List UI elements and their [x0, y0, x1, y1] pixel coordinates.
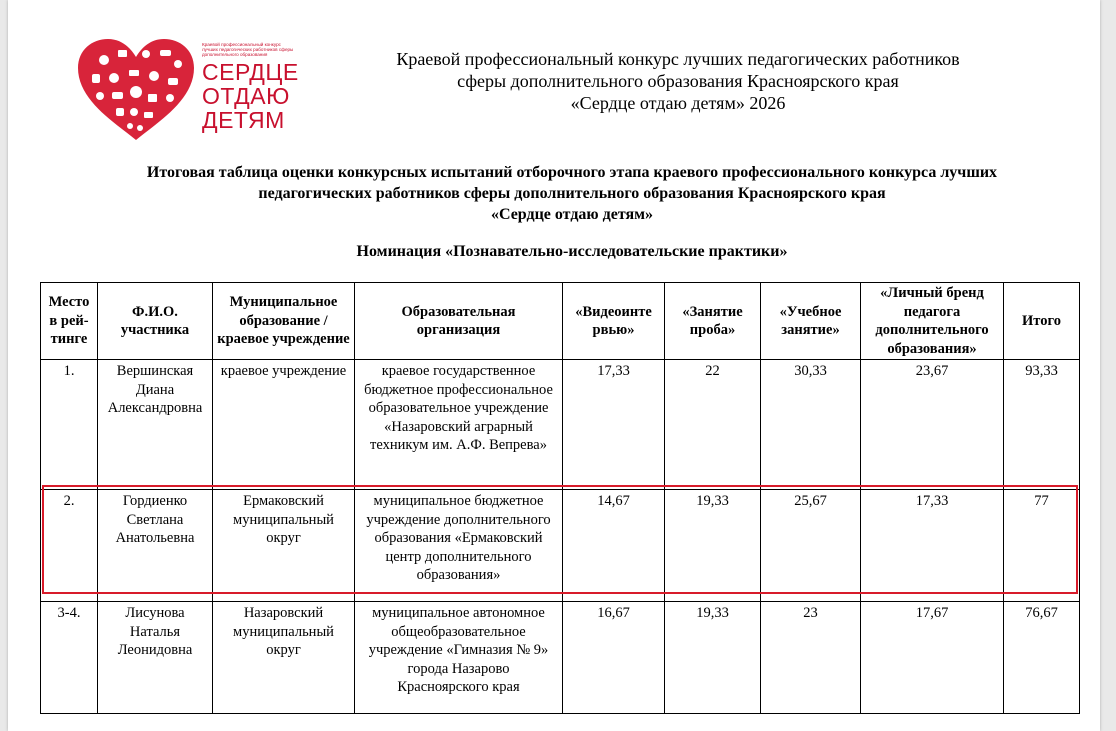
- header-line-2: сферы дополнительного образования Красноярского края: [457, 71, 899, 91]
- cell-trial: 19,33: [665, 602, 761, 714]
- cell-video: 14,67: [563, 490, 665, 602]
- cell-name: Лисунова Наталья Леонидовна: [98, 602, 213, 714]
- cell-place: 3-4.: [41, 602, 98, 714]
- header-trial: «Занятие проба»: [665, 283, 761, 360]
- header-line-3: «Сердце отдаю детям» 2026: [570, 93, 786, 113]
- table-row: [41, 360, 1080, 490]
- header-lesson: «Учебное занятие»: [761, 283, 861, 360]
- table-header-row: [41, 283, 1080, 360]
- cell-municipality: Ермаковский муниципальный округ: [213, 490, 355, 602]
- cell-place: 1.: [41, 360, 98, 490]
- cell-name: Вершинская Диана Александровна: [98, 360, 213, 490]
- cell-video: 16,67: [563, 602, 665, 714]
- logo-title: [202, 60, 299, 132]
- header-brand: «Личный бренд педагога дополнительного образования»: [861, 283, 1004, 360]
- cell-trial: 22: [665, 360, 761, 490]
- cell-video: 17,33: [563, 360, 665, 490]
- contest-logo: [74, 36, 299, 142]
- heart-logo-icon: [74, 36, 198, 142]
- cell-total: 93,33: [1004, 360, 1080, 490]
- cell-brand: 23,67: [861, 360, 1004, 490]
- header-line-1: Краевой профессиональный конкурс лучших педагогических работников: [396, 49, 960, 69]
- header-municipality: Муниципальное образование / краевое учреждение: [213, 283, 355, 360]
- logo-line-3: ДЕТЯМ: [202, 107, 285, 133]
- cell-lesson: 30,33: [761, 360, 861, 490]
- results-table: [40, 282, 1080, 714]
- title-line-2: педагогических работников сферы дополнительного образования Красноярского края: [258, 185, 886, 202]
- title-line-1: Итоговая таблица оценки конкурсных испытаний отборочного этапа краевого профессионального конкурса лучших: [146, 164, 998, 181]
- cell-organization: муниципальное автономное общеобразовательное учреждение «Гимназия № 9» города Назарово Красноярского края: [355, 602, 563, 714]
- header-organization: Образовательная организация: [355, 283, 563, 360]
- document-title: [44, 162, 1100, 225]
- title-line-3: «Сердце отдаю детям»: [490, 206, 654, 223]
- nomination-heading: Номинация «Познавательно-исследовательские практики»: [356, 243, 788, 260]
- logo-small-text: Краевой профессиональный конкурс лучших педагогических работников сферы дополнительного образования: [202, 42, 294, 57]
- cell-municipality: Назаровский муниципальный округ: [213, 602, 355, 714]
- cell-total: 76,67: [1004, 602, 1080, 714]
- cell-municipality: краевое учреждение: [213, 360, 355, 490]
- logo-line-2: ОТДАЮ: [202, 83, 290, 109]
- cell-name: Гордиенко Светлана Анатольевна: [98, 490, 213, 602]
- cell-lesson: 25,67: [761, 490, 861, 602]
- header-total: Итого: [1004, 283, 1080, 360]
- cell-place: 2.: [41, 490, 98, 602]
- header-video: «Видеоинте рвью»: [563, 283, 665, 360]
- cell-lesson: 23: [761, 602, 861, 714]
- cell-brand: 17,33: [861, 490, 1004, 602]
- cell-brand: 17,67: [861, 602, 1004, 714]
- cell-trial: 19,33: [665, 490, 761, 602]
- document-header: [308, 48, 1048, 114]
- cell-organization: краевое государственное бюджетное профессиональное образовательное учреждение «Назаровский аграрный техникум им. А.Ф. Вепрева»: [355, 360, 563, 490]
- table-row: [41, 602, 1080, 714]
- table-row-highlighted: [41, 490, 1080, 602]
- logo-line-1: СЕРДЦЕ: [202, 59, 299, 85]
- header-name: Ф.И.О. участника: [98, 283, 213, 360]
- cell-total: 77: [1004, 490, 1080, 602]
- header-place: Место в рей-тинге: [41, 283, 98, 360]
- cell-organization: муниципальное бюджетное учреждение дополнительного образования «Ермаковский центр дополнительного образования»: [355, 490, 563, 602]
